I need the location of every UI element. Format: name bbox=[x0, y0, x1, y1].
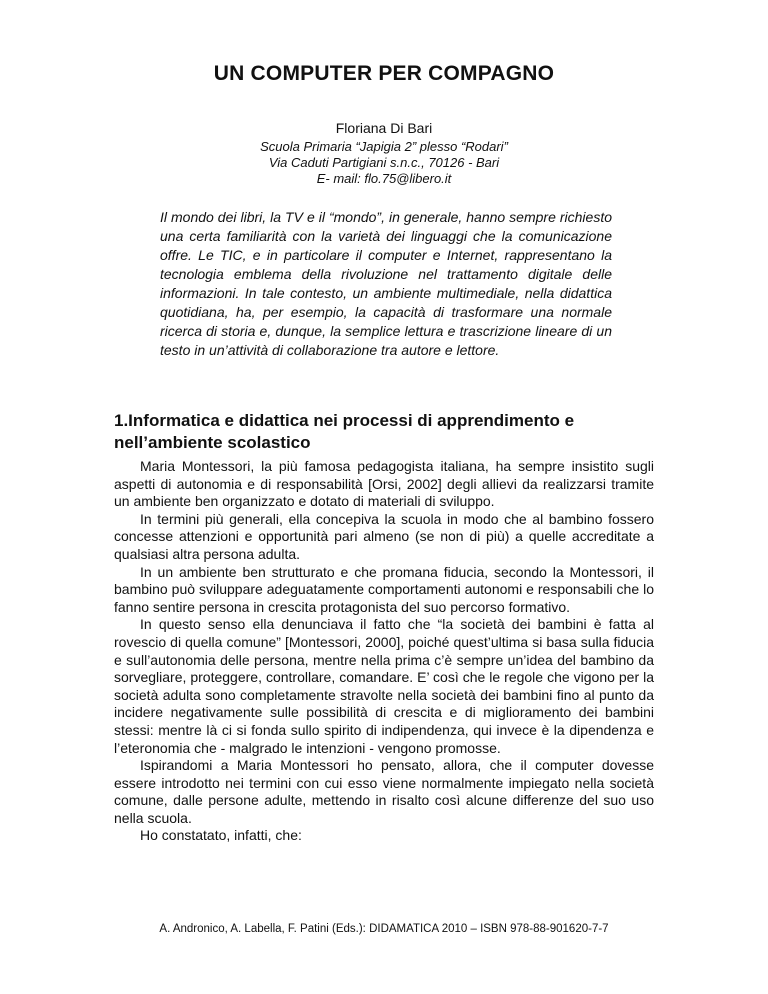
page-footer: A. Andronico, A. Labella, F. Patini (Eds.): DIDAMATICA 2010 – ISBN 978-88-901620-7-7 bbox=[159, 923, 609, 935]
body-paragraph: Maria Montessori, la più famosa pedagogista italiana, ha sempre insistito sugli aspetti di autonomia e di responsabilità [Orsi, 2002] degli allievi da realizzarsi tramite un ambiente ben organizzato e dotato di materiali di sviluppo. bbox=[114, 458, 654, 510]
affiliation-school: Scuola Primaria “Japigia 2” plesso “Rodari” bbox=[260, 139, 508, 154]
body-paragraph: Ho constatato, infatti, che: bbox=[140, 827, 302, 844]
section-heading: 1.Informatica e didattica nei processi di apprendimento e nell’ambiente scolastico bbox=[114, 411, 575, 452]
affiliation-address: Via Caduti Partigiani s.n.c., 70126 - Bari bbox=[268, 155, 500, 170]
paper-title: UN COMPUTER PER COMPAGNO bbox=[213, 62, 555, 85]
body-paragraph: Ispirandomi a Maria Montessori ho pensato, allora, che il computer dovesse essere introdotto nei termini con cui esso viene normalmente impiegato nella società comune, dalle persone adulte, mettendo in risalto così alcune differenze del suo uso nella scuola. bbox=[114, 757, 654, 826]
author-name: Floriana Di Bari bbox=[335, 120, 433, 136]
section-body bbox=[114, 458, 654, 845]
body-paragraph: In un ambiente ben strutturato e che promana fiducia, secondo la Montessori, il bambino può sviluppare adeguatamente comportamenti autonomi e responsabili che lo fanno sentire persona in crescita protagonista del suo percorso formativo. bbox=[114, 563, 654, 615]
abstract: Il mondo dei libri, la TV e il “mondo”, in generale, hanno sempre richiesto una certa familiarità con la varietà dei linguaggi che la comunicazione offre. Le TIC, e in particolare il computer e Internet, rappresentano la tecnologia emblema della rivoluzione nel trattamento digitale delle informazioni. In tale contesto, un ambiente multimediale, nella didattica quotidiana, ha, per esempio, la capacità di trasformare una normale ricerca di storia e, dunque, la semplice lettura e trascrizione lineare di un testo in un’attività di collaborazione tra autore e lettore. bbox=[160, 209, 612, 358]
body-paragraph: In termini più generali, ella concepiva la scuola in modo che al bambino fossero concesse attenzioni e opportunità pari almeno (se non di più) a quelle accreditate a qualsiasi altra persona adulta. bbox=[114, 510, 654, 562]
affiliation-email: E- mail: flo.75@libero.it bbox=[316, 171, 452, 186]
body-paragraph: In questo senso ella denunciava il fatto che “la società dei bambini è fatta al rovescio di quella comune” [Montessori, 2000], poiché quest’ultima si basa sulla fiducia e sull’autonomia delle persona, mentre nella prima c’è sempre un’idea del bambino da sorvegliare, proteggere, controllare, comandare. E’ così che le regole che vigono per la società adulta sono completamente stravolte nella società dei bambini fino al punto da incidere negativamente sulle possibilità di crescita e di miglioramento dei bambini stessi: mentre là ci si fonda sullo spirito di indipendenza, qui invece è la dipendenza e l’eteronomia che - malgrado le intenzioni - vengono promosse. bbox=[114, 616, 654, 756]
